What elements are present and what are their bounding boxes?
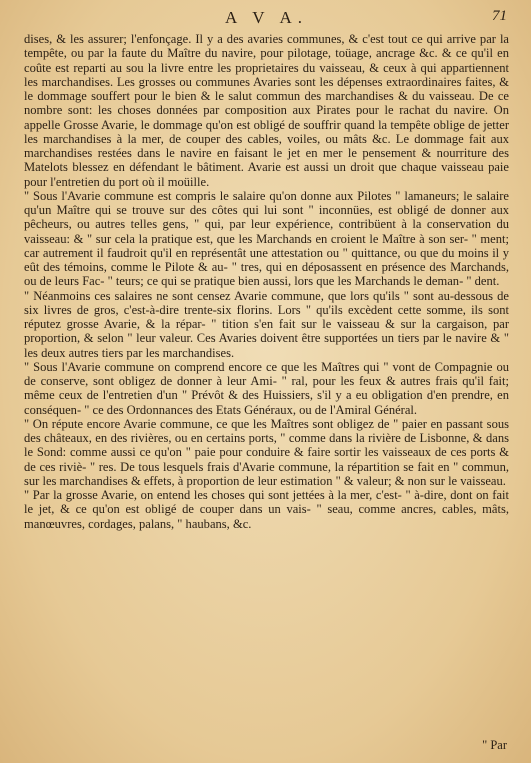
paragraph: " Sous l'Avarie commune est compris le salaire qu'on donne aux Pilotes " lamaneurs; le salaire qu'un Maître qui se trouve sur des côtes qui lui sont " inconnües, est obligé de donner aux pêcheurs, ou autres telles gens, " qui, par leur expérience, contribüent à la conservation du vaisseau: & " sur cela la pratique est, que les Marchands en croient le Maître à son ser- " ment; car autrement il faudroit qu'il en représentât une attestation ou " quittance, ou que du moins il y eût des témoins, comme le Pilote & au- " tres, qui en déposassent en présence des Marchands, ou de leurs Fac- " teurs; ce qui se pratique bien aussi, lors que les Marchands le deman- " dent. xyxy=(24,188,509,289)
paragraph: " Sous l'Avarie commune on comprend encore ce que les Maîtres qui " vont de Compagnie ou de conserve, sont obligez de donner à leur Ami- " ral, pour les feux & autres frais qu'il fait; même ceux de l'entretien d'un " Prévôt & des Huissiers, s'il y a eu obligation d'en prendre, en conséquen- " ce des Ordonnances des Etats Généraux, ou de l'Amiral Général. xyxy=(24,359,509,417)
paragraph: " Par la grosse Avarie, on entend les choses qui sont jettées à la mer, c'est- " à-dire, dont on fait le jet, & ce qu'on est obligé de couper dans un vais- " seau, comme ancres, cables, mâts, manœuvres, cordages, palans, " haubans, &c. xyxy=(24,488,509,531)
page-header xyxy=(24,6,509,32)
paragraph: " On répute encore Avarie commune, ce que les Maîtres sont obligez de " paier en passant sous des châteaux, en des rivières, ou en certains ports, " comme dans la rivière de Lisbonne, & dans le Sond: comme aussi ce qu'on " paie pour conduire & faire sortir les vaisseaux de ces ports & de ces riviè- " res. De tous lesquels frais d'Avarie commune, la répartition se fait en " commun, sur les marchandises & effets, à proportion de leur estimation " & valeur; & non sur le vaisseau. xyxy=(24,416,509,488)
paragraph: dises, & les assurer; l'enfonçage. Il y a des avaries communes, & c'est tout ce qui arrive par la tempête, ou par la faute du Maître du navire, pour pilotage, toüage, ancrage &c. & ce qu'il en coûte est reparti au sou la livre entre les proprietaires du vaisseau, & ceux à qui appartiennent les marchandises. Les grosses ou communes Avaries sont les dépenses extraordinaires faites, & le dommage souffert pour le bien & le salut commun des marchandises & du vaisseau. De ce nombre sont: les choses données par composition aux Pirates pour le rachat du navire. On appelle Grosse Avarie, le dommage qu'on est obligé de souffrir quand la tempête oblige de jetter les marchandises à la mer, de couper des cables, voiles, ou mâts &c. Le dommage fait aux marchandises restées dans le navire en faisant le jet en mer le pensement & nourriture des Matelots blessez en défendant le bâtiment. Avarie est aussi un droit que chaque vaisseau paie pour l'entretien du port où il moüille. xyxy=(24,32,509,189)
running-head: A V A. xyxy=(224,8,309,27)
page-number: 71 xyxy=(492,8,507,24)
catchword: " Par xyxy=(482,738,507,752)
paragraph: " Néanmoins ces salaires ne sont censez Avarie commune, que lors qu'ils " sont au-dessous de six livres de gros, c'est-à-dire trente-six florins. Lors " qu'ils excèdent cette somme, ils sont réputez grosse Avarie, & la répar- " tition s'en fait sur le vaisseau & sur la cargaison, par proportion, & selon " leur valeur. Ces Avaries doivent être supportées un tiers par le navire & " les deux autres tiers par les marchandises. xyxy=(24,288,509,360)
body-text xyxy=(24,32,509,531)
